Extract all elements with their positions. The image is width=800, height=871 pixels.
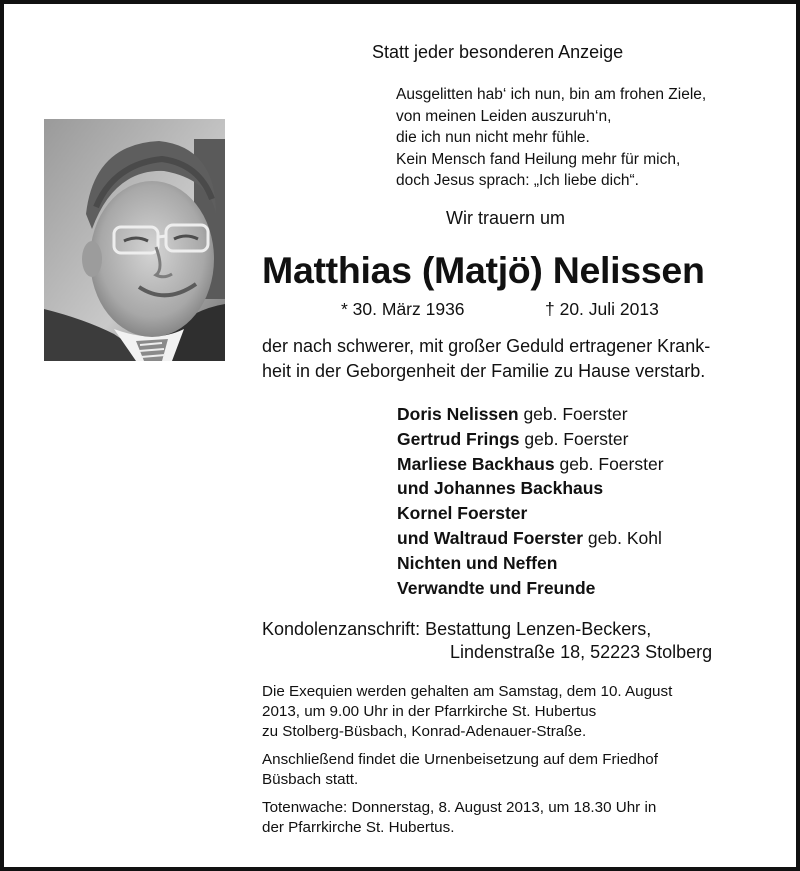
mourner-name: und Johannes Backhaus: [397, 478, 604, 499]
description-line: heit in der Geborgenheit der Familie zu Hause verstarb.: [262, 361, 706, 381]
description-line: der nach schwerer, mit großer Geduld ertragener Krank-: [262, 336, 711, 356]
condolence-address-line1: Kondolenzanschrift: Bestattung Lenzen-Beckers,: [262, 619, 652, 639]
mourner-suffix: geb. Foerster: [519, 428, 629, 449]
death-date: † 20. Juli 2013: [545, 299, 659, 319]
mourner-suffix: geb. Kohl: [583, 527, 662, 548]
poem-line: Ausgelitten hab‘ ich nun, bin am frohen Ziele,: [396, 86, 707, 103]
mourner-suffix: geb. Foerster: [518, 404, 628, 424]
poem-line: Kein Mensch fand Heilung mehr für mich,: [396, 150, 681, 168]
mourning-line: Wir trauern um: [446, 208, 566, 228]
mourners-list: [397, 402, 664, 600]
wake-line: der Pfarrkirche St. Hubertus.: [262, 819, 455, 836]
mourner-row: [397, 526, 664, 551]
mourner-row: [397, 452, 664, 477]
urn-burial-line: Büsbach statt.: [262, 771, 359, 788]
mourner-name: und Waltraud Foerster: [397, 527, 584, 548]
exequien-line: Die Exequien werden gehalten am Samstag, dem 10. August: [262, 683, 673, 700]
mourner-row: [397, 427, 664, 452]
mourner-name: Doris Nelissen: [397, 404, 519, 424]
portrait-photo: [44, 119, 225, 361]
mourner-suffix: geb. Foerster: [554, 453, 664, 474]
wake-paragraph: [262, 798, 656, 838]
mourner-name: Nichten und Neffen: [397, 552, 558, 573]
poem-line: von meinen Leiden auszuruh‘n,: [396, 107, 612, 125]
mourner-row: [397, 402, 664, 427]
birth-date: * 30. März 1936: [341, 299, 465, 319]
poem: [396, 84, 706, 192]
description: [262, 334, 710, 384]
mourner-name: Gertrud Frings: [397, 428, 520, 449]
mourner-row: [397, 476, 664, 501]
condolence-address-line2: Lindenstraße 18, 52223 Stolberg: [450, 642, 713, 662]
exequien-line: 2013, um 9.00 Uhr in der Pfarrkirche St. Hubertus: [262, 703, 597, 720]
poem-line: die ich nun nicht mehr fühle.: [396, 129, 590, 146]
mourner-row: [397, 551, 664, 576]
notice-heading: Statt jeder besonderen Anzeige: [372, 42, 624, 62]
urn-burial-paragraph: [262, 750, 658, 790]
exequien-paragraph: [262, 682, 672, 742]
poem-line: doch Jesus sprach: „Ich liebe dich“.: [396, 172, 639, 189]
wake-line: Totenwache: Donnerstag, 8. August 2013, um 18.30 Uhr in: [262, 799, 657, 816]
mourner-row: [397, 576, 664, 601]
exequien-line: zu Stolberg-Büsbach, Konrad-Adenauer-Straße.: [262, 723, 587, 740]
mourner-name: Kornel Foerster: [397, 503, 528, 524]
mourner-row: [397, 501, 664, 526]
deceased-name: Matthias (Matjö) Nelissen: [262, 249, 705, 291]
urn-burial-line: Anschließend findet die Urnenbeisetzung auf dem Friedhof: [262, 751, 658, 768]
mourner-name: Marliese Backhaus: [397, 453, 555, 474]
mourner-name: Verwandte und Freunde: [397, 577, 596, 598]
portrait-image: [44, 119, 225, 361]
